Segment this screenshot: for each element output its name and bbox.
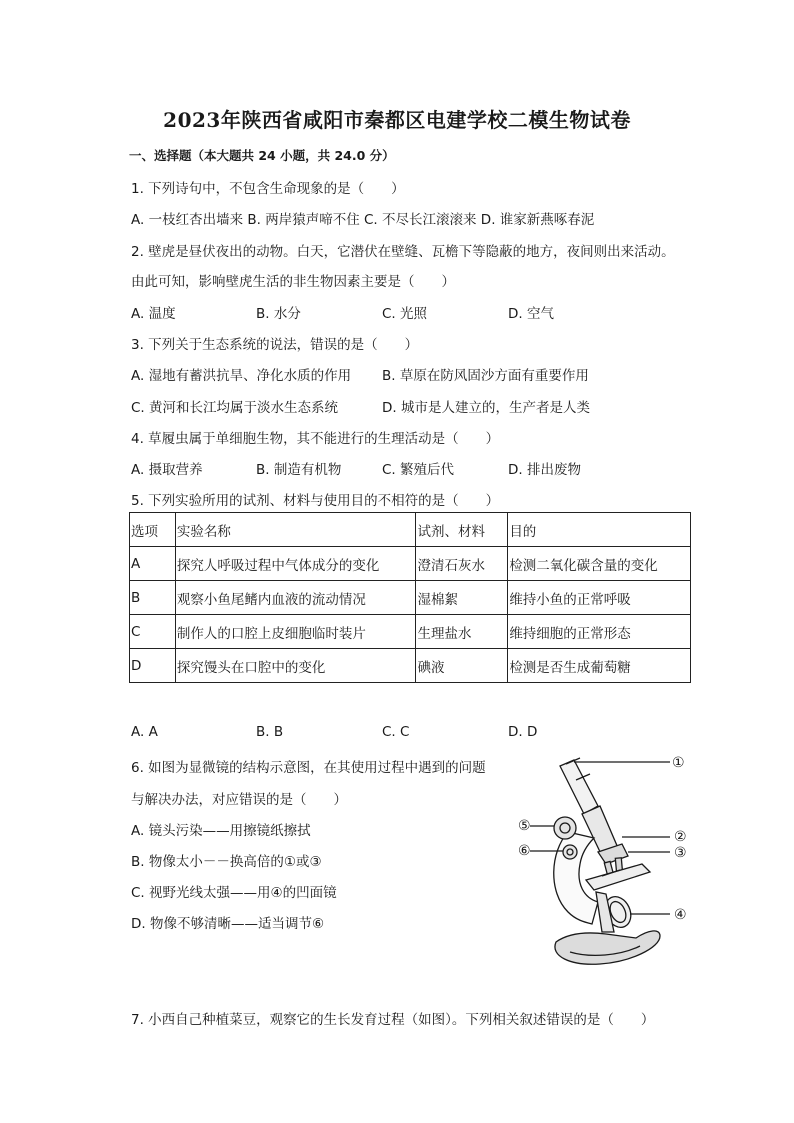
table-cell: 制作人的口腔上皮细胞临时装片 [175, 615, 416, 649]
table-row [130, 615, 691, 649]
question-2-option-d: D. 空气 [508, 306, 554, 322]
table-cell: A [130, 547, 176, 581]
question-3-stem: 3. 下列关于生态系统的说法，错误的是（ ） [131, 337, 419, 353]
question-5-option-d: D. D [508, 724, 538, 740]
table-cell: 维持小鱼的正常呼吸 [508, 581, 691, 615]
question-6-stem-line2: 与解决办法，对应错误的是（ ） [131, 792, 347, 808]
table-cell: 检测是否生成葡萄糖 [508, 649, 691, 683]
question-6-option-b: B. 物像太小－－换高倍的①或③ [131, 854, 322, 870]
label-2: ② [674, 829, 687, 845]
question-3-option-d: D. 城市是人建立的，生产者是人类 [382, 400, 590, 416]
question-4-option-d: D. 排出废物 [508, 462, 581, 478]
question-3-option-b: B. 草原在防风固沙方面有重要作用 [382, 368, 589, 384]
experiment-table [129, 512, 691, 683]
question-5-option-a: A. A [131, 724, 158, 740]
label-3: ③ [674, 845, 687, 861]
question-6-option-a: A. 镜头污染——用擦镜纸擦拭 [131, 823, 311, 839]
page-title: 2023年陕西省咸阳市秦都区电建学校二模生物试卷 [163, 108, 631, 132]
question-6-option-c: C. 视野光线太强——用④的凹面镜 [131, 885, 337, 901]
question-5-stem: 5. 下列实验所用的试剂、材料与使用目的不相符的是（ ） [131, 493, 500, 509]
question-1-stem: 1. 下列诗句中，不包含生命现象的是（ ） [131, 181, 405, 197]
table-header-cell: 实验名称 [175, 513, 416, 547]
question-6-option-d: D. 物像不够清晰——适当调节⑥ [131, 916, 325, 932]
table-header-cell: 目的 [508, 513, 691, 547]
table-cell: D [130, 649, 176, 683]
question-4-stem: 4. 草履虫属于单细胞生物，其不能进行的生理活动是（ ） [131, 431, 500, 447]
label-6: ⑥ [518, 843, 531, 859]
table-cell: 澄清石灰水 [416, 547, 508, 581]
table-cell: 维持细胞的正常形态 [508, 615, 691, 649]
table-cell: 碘液 [416, 649, 508, 683]
question-3-option-a: A. 湿地有蓄洪抗旱、净化水质的作用 [131, 368, 352, 384]
label-1: ① [672, 755, 685, 771]
microscope-diagram [510, 752, 710, 972]
question-5-option-b: B. B [256, 724, 284, 740]
table-header-row [130, 513, 691, 547]
label-4: ④ [674, 907, 687, 923]
question-1-options: A. 一枝红杏出墙来 B. 两岸猿声啼不住 C. 不尽长江滚滚来 D. 谁家新燕啄春泥 [131, 212, 595, 228]
question-7-stem: 7. 小西自己种植菜豆，观察它的生长发育过程（如图）。下列相关叙述错误的是（ ） [131, 1012, 655, 1028]
question-5-option-c: C. C [382, 724, 410, 740]
question-2-stem-line1: 2. 壁虎是昼伏夜出的动物。白天，它潜伏在壁缝、瓦檐下等隐蔽的地方，夜间则出来活动。 [131, 244, 675, 260]
table-header-cell: 选项 [130, 513, 176, 547]
question-2-option-a: A. 温度 [131, 306, 176, 322]
table-cell: B [130, 581, 176, 615]
question-2-stem-line2: 由此可知，影响壁虎生活的非生物因素主要是（ ） [131, 274, 455, 290]
question-2-option-b: B. 水分 [256, 306, 301, 322]
table-cell: 湿棉絮 [416, 581, 508, 615]
table-cell: 观察小鱼尾鳍内血液的流动情况 [175, 581, 416, 615]
question-4-option-c: C. 繁殖后代 [382, 462, 455, 478]
table-cell: 检测二氧化碳含量的变化 [508, 547, 691, 581]
table-row [130, 649, 691, 683]
table-row [130, 547, 691, 581]
label-5: ⑤ [518, 818, 531, 834]
table-cell: 探究馒头在口腔中的变化 [175, 649, 416, 683]
question-4-option-b: B. 制造有机物 [256, 462, 342, 478]
table-header-cell: 试剂、材料 [416, 513, 508, 547]
table-cell: C [130, 615, 176, 649]
table-row [130, 581, 691, 615]
section-heading: 一、选择题（本大题共 24 小题，共 24.0 分） [129, 148, 395, 163]
table-cell: 探究人呼吸过程中气体成分的变化 [175, 547, 416, 581]
question-6-stem-line1: 6. 如图为显微镜的结构示意图，在其使用过程中遇到的问题 [131, 760, 486, 776]
question-3-option-c: C. 黄河和长江均属于淡水生态系统 [131, 400, 339, 416]
table-cell: 生理盐水 [416, 615, 508, 649]
question-4-option-a: A. 摄取营养 [131, 462, 203, 478]
question-2-option-c: C. 光照 [382, 306, 428, 322]
